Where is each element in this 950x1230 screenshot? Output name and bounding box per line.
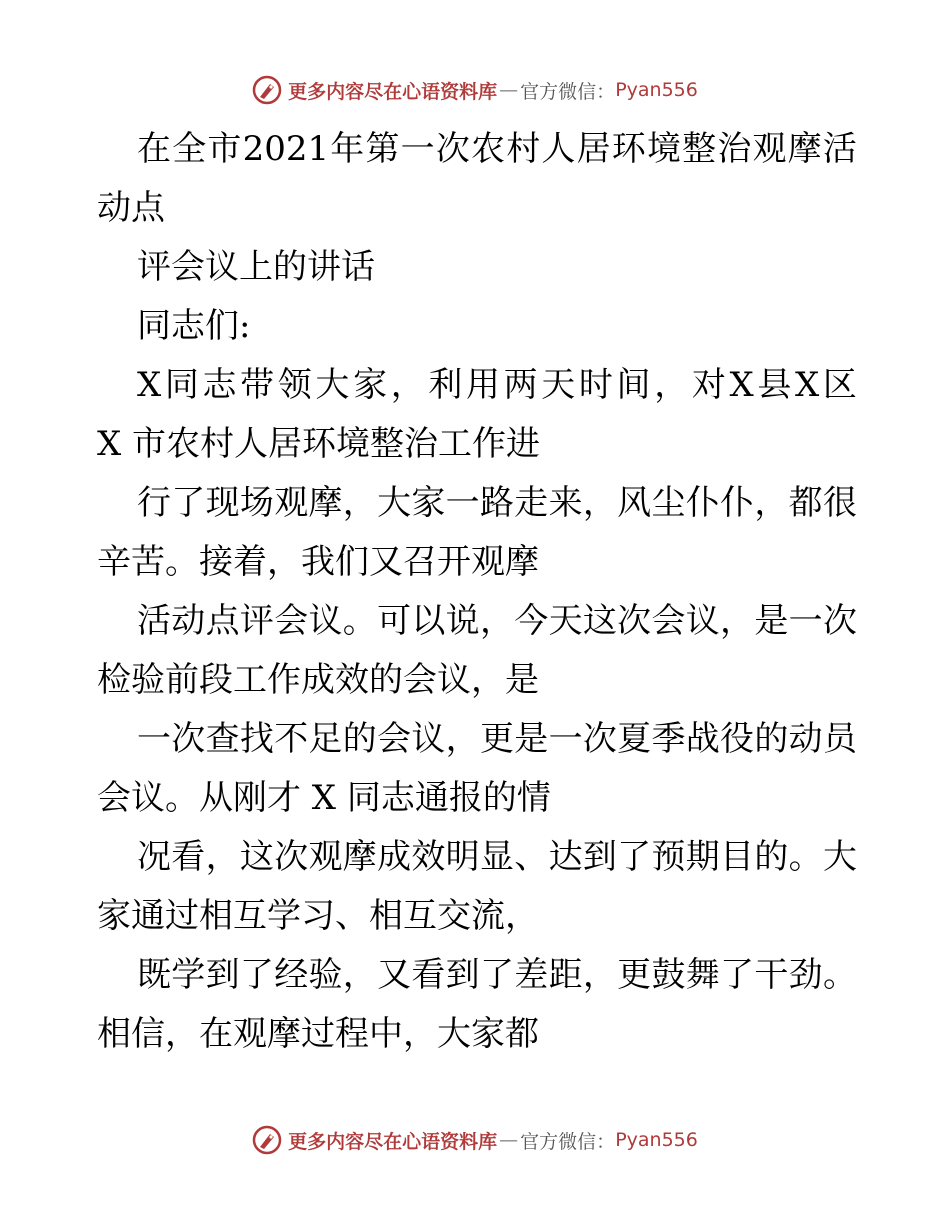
- wechat-label: 官方微信：: [520, 1130, 616, 1153]
- body-line: X 市农村人居环境整治工作进: [97, 424, 541, 464]
- body-line: 相信，在观摩过程中，大家都: [97, 1014, 539, 1054]
- site-name-text: 更多内容尽在心语资料库: [288, 1130, 498, 1153]
- footer-watermark-banner: [0, 1120, 950, 1160]
- body-line: 况 看 ， 这 次 观 摩 成 效 明 显 、 达 到 了 预 期 目 的 。 大: [137, 837, 857, 877]
- document-body: [97, 120, 857, 1064]
- body-line: 行 了 现 场 观 摩 ， 大 家 一 路 走 来 ， 风 尘 仆 仆 ， 都 很: [137, 483, 857, 523]
- body-line: X 同 志 带 领 大 家 ， 利 用 两 天 时 间 ， 对 X 县 X 区: [137, 365, 857, 405]
- site-name-text: 更多内容尽在心语资料库: [288, 80, 498, 103]
- body-line: 辛苦。接着，我们又召开观摩: [97, 542, 539, 582]
- header-watermark-banner: [0, 70, 950, 110]
- banner-separator: —: [499, 79, 519, 101]
- body-line: 同志们:: [137, 306, 251, 346]
- pen-nib-icon: [252, 1125, 282, 1155]
- wechat-id: Pyan556: [615, 79, 698, 101]
- body-line: 一 次 查 找 不 足 的 会 议 ， 更 是 一 次 夏 季 战 役 的 动 员: [137, 719, 857, 759]
- wechat-label: 官方微信：: [520, 80, 616, 103]
- body-line: 活 动 点 评 会 议 。 可 以 说 ， 今 天 这 次 会 议 ， 是 一 次: [137, 601, 857, 641]
- pen-nib-icon: [252, 75, 282, 105]
- banner-separator: —: [499, 1129, 519, 1151]
- body-line: 家通过相互学习、相互交流，: [97, 896, 539, 936]
- body-line: 在 全 市 2021 年 第 一 次 农 村 人 居 环 境 整 治 观 摩 活: [137, 129, 857, 169]
- body-line: 既 学 到 了 经 验 ， 又 看 到 了 差 距 ， 更 鼓 舞 了 干 劲 。: [137, 955, 857, 995]
- body-line: 动点: [97, 188, 165, 228]
- wechat-id: Pyan556: [615, 1129, 698, 1151]
- body-line: 评会议上的讲话: [137, 247, 375, 287]
- body-line: 检验前段工作成效的会议，是: [97, 660, 539, 700]
- body-line: 会议。从刚才 X 同志通报的情: [97, 778, 551, 818]
